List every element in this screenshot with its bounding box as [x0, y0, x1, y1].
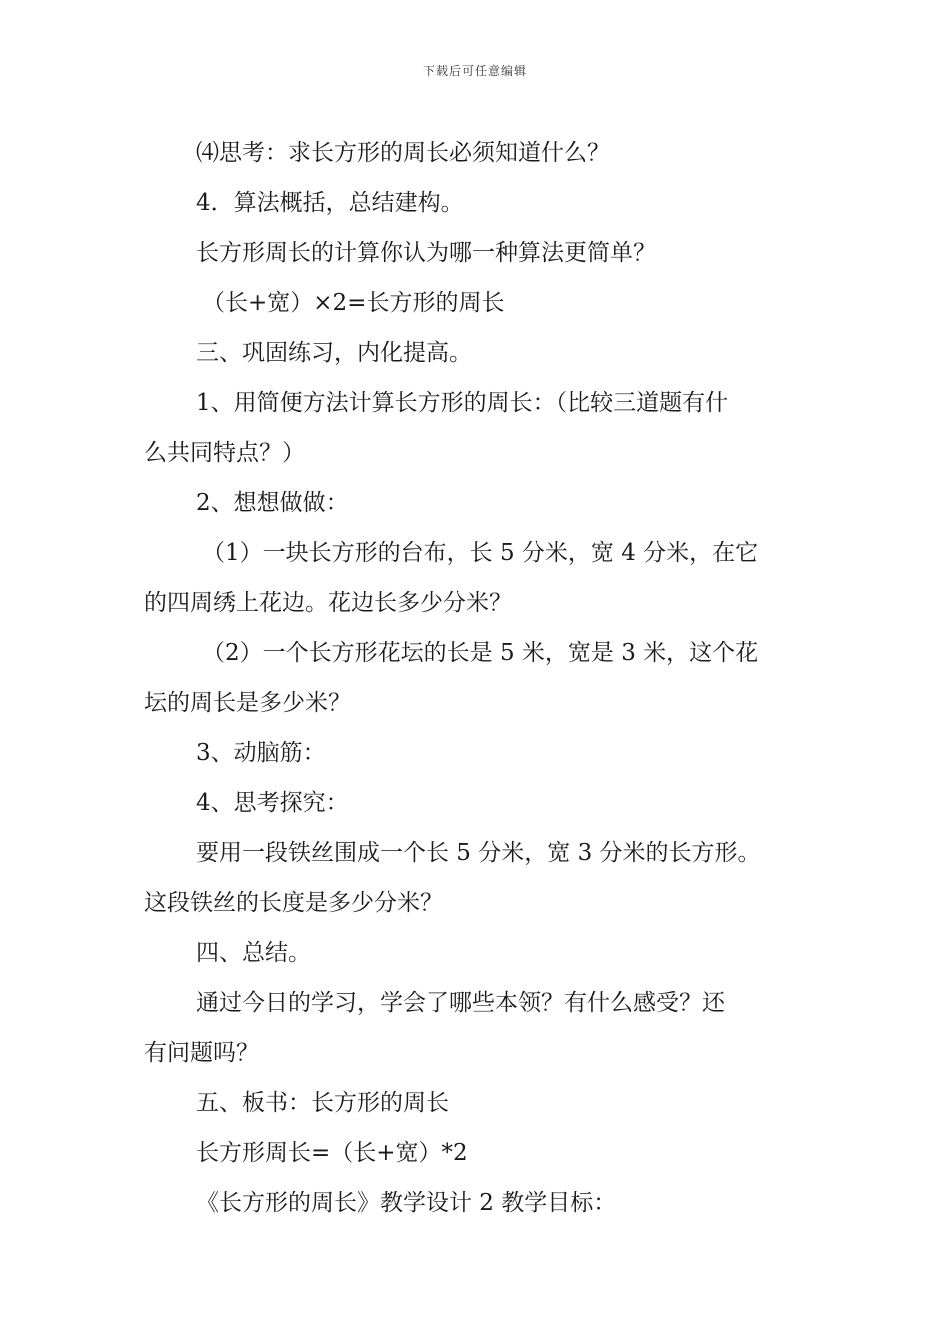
section-heading: 四、总结。 [196, 940, 311, 966]
page-header: 下载后可任意编辑 [422, 64, 527, 78]
formula-line: 长方形周长=（长+宽）*2 [196, 1140, 468, 1166]
paragraph-line: 1、用简便方法计算长方形的周长：（比较三道题有什 [196, 390, 729, 416]
formula-line: （长+宽）×2=长方形的周长 [202, 290, 505, 316]
paragraph-line: 么共同特点？） [144, 440, 305, 466]
paragraph-line: 3、动脑筋： [196, 740, 326, 766]
paragraph-line: 坛的周长是多少米？ [144, 690, 351, 716]
paragraph-line: 的四周绣上花边。花边长多少分米？ [144, 590, 512, 616]
paragraph-line: 有问题吗？ [144, 1040, 259, 1066]
paragraph-line: 要用一段铁丝围成一个长 5 分米，宽 3 分米的长方形。 [196, 840, 761, 866]
paragraph-line: 通过今日的学习，学会了哪些本领？有什么感受？还 [196, 990, 725, 1016]
paragraph-line: 这段铁丝的长度是多少分米？ [144, 890, 443, 916]
paragraph-line: 2、想想做做： [196, 490, 349, 516]
document-body [144, 128, 809, 1228]
paragraph-line: ⑷思考：求长方形的周长必须知道什么？ [196, 140, 610, 166]
paragraph-line: 4．算法概括，总结建构。 [196, 190, 464, 216]
section-heading: 五、板书：长方形的周长 [196, 1090, 449, 1116]
section-heading: 三、巩固练习，内化提高。 [196, 340, 472, 366]
paragraph-line: （2）一个长方形花坛的长是 5 米，宽是 3 米，这个花 [202, 640, 759, 666]
paragraph-line: 4、思考探究： [196, 790, 349, 816]
paragraph-line: （1）一块长方形的台布，长 5 分米，宽 4 分米，在它 [202, 540, 759, 566]
paragraph-line: 《长方形的周长》教学设计 2 教学目标： [196, 1190, 617, 1216]
paragraph-line: 长方形周长的计算你认为哪一种算法更简单？ [196, 240, 656, 266]
